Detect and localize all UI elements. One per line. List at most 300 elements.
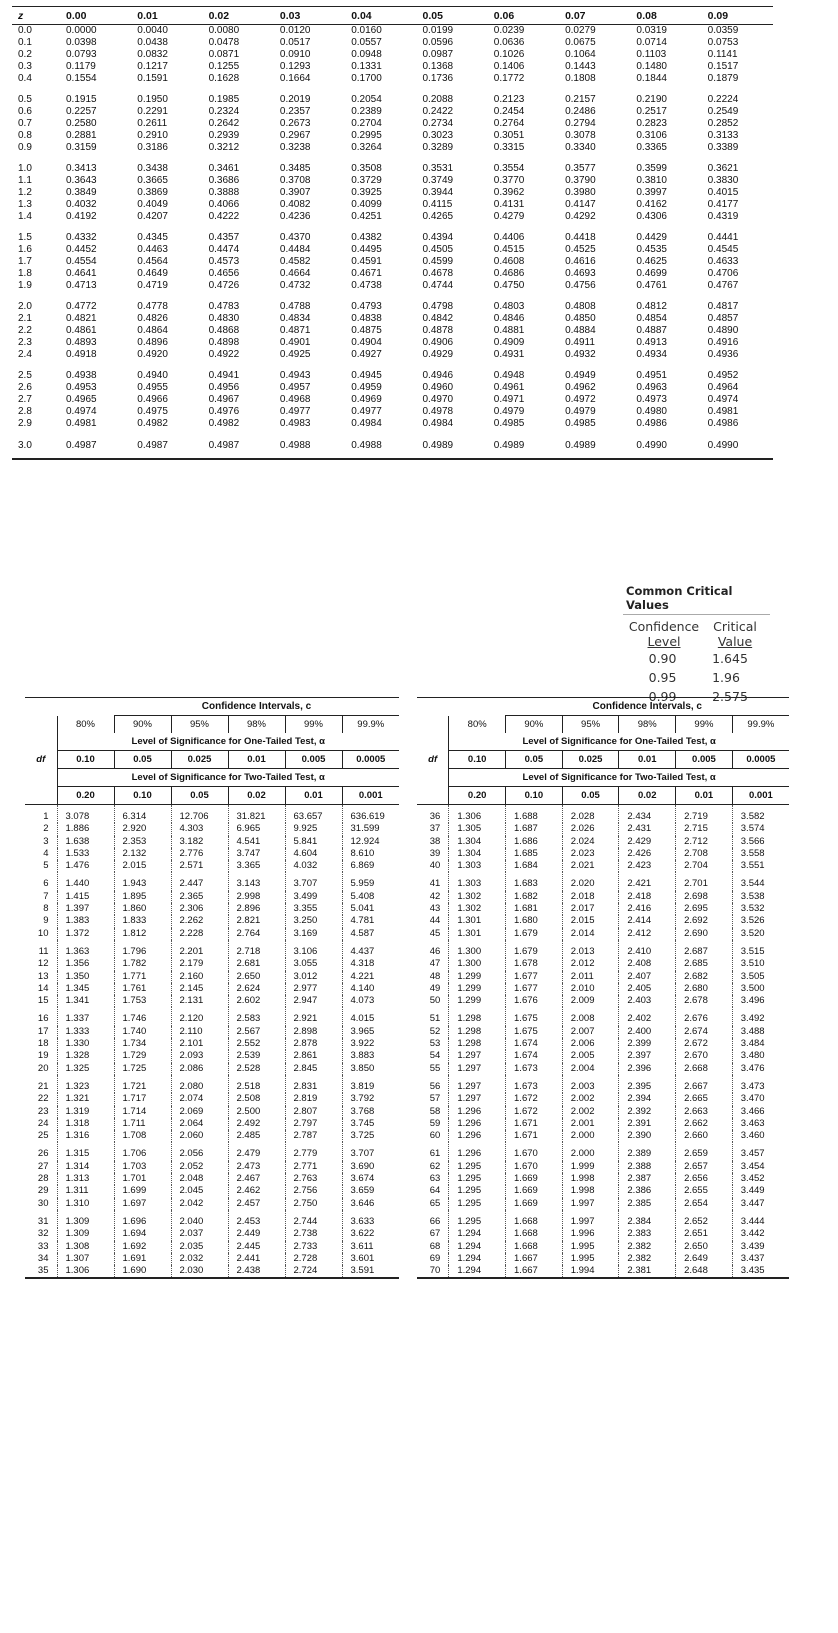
t-table-row — [25, 1228, 399, 1240]
probability-cell: 0.4956 — [208, 382, 240, 393]
probability-cell: 0.4808 — [565, 301, 596, 312]
t-critical-value: 1.302 — [449, 903, 506, 915]
t-critical-value: 2.145 — [171, 983, 228, 995]
one-tailed-title: Level of Significance for One-Tailed Test, α — [57, 733, 399, 751]
probability-cell: 0.1700 — [351, 73, 382, 84]
ci-level-header: 80% — [57, 716, 114, 734]
t-critical-value: 2.402 — [619, 1007, 676, 1025]
probability-cell: 0.4554 — [66, 256, 97, 267]
t-critical-value: 2.365 — [171, 891, 228, 903]
t-critical-value: 63.657 — [285, 805, 342, 824]
probability-cell: 0.0080 — [208, 25, 240, 36]
critical-values-title: Common Critical Values — [623, 582, 770, 615]
t-table-row — [25, 1026, 399, 1038]
t-critical-value: 2.386 — [619, 1185, 676, 1197]
probability-cell: 0.1443 — [565, 61, 596, 72]
probability-cell: 0.3508 — [351, 163, 382, 174]
t-critical-value: 1.337 — [57, 1007, 114, 1025]
probability-cell: 0.4976 — [208, 406, 240, 417]
z-value-cell: 0.9 — [18, 142, 32, 153]
probability-cell: 0.1591 — [137, 73, 168, 84]
probability-cell: 0.3461 — [208, 163, 240, 174]
t-critical-value: 1.440 — [57, 872, 114, 890]
t-table-row — [417, 848, 789, 860]
ci-level-header: 99% — [285, 716, 342, 734]
probability-cell: 0.4744 — [422, 280, 454, 291]
critical-value-row — [623, 649, 770, 668]
probability-cell: 0.4394 — [422, 232, 454, 243]
df-header: df — [428, 754, 438, 765]
t-critical-value: 1.717 — [114, 1093, 171, 1105]
t-critical-value: 2.037 — [171, 1228, 228, 1240]
probability-cell: 0.2611 — [137, 118, 168, 129]
t-critical-value: 2.500 — [228, 1106, 285, 1118]
t-critical-value: 2.064 — [171, 1118, 228, 1130]
probability-cell: 0.1628 — [208, 73, 240, 84]
t-critical-value: 3.492 — [732, 1007, 789, 1025]
z-table-row — [12, 280, 773, 292]
t-critical-value: 2.423 — [619, 860, 676, 872]
probability-cell: 0.4147 — [565, 199, 596, 210]
t-critical-value: 1.330 — [57, 1038, 114, 1050]
probability-cell: 0.0279 — [565, 25, 596, 36]
probability-cell: 0.4732 — [279, 280, 311, 291]
probability-cell: 0.4664 — [279, 268, 311, 279]
t-table-row — [417, 1198, 789, 1210]
t-critical-value: 2.682 — [676, 971, 733, 983]
probability-cell: 0.1985 — [208, 94, 240, 105]
probability-cell: 0.3888 — [208, 187, 240, 198]
probability-cell: 0.0040 — [137, 25, 168, 36]
t-critical-value: 1.297 — [449, 1050, 506, 1062]
t-critical-value: 3.792 — [342, 1093, 399, 1105]
df-value: 19 — [37, 1050, 49, 1062]
t-critical-value: 2.006 — [562, 1038, 619, 1050]
df-value: 68 — [429, 1240, 441, 1252]
probability-cell: 0.4982 — [137, 418, 168, 429]
t-table-row — [417, 940, 789, 958]
t-critical-value: 2.467 — [228, 1173, 285, 1185]
probability-cell: 0.2734 — [422, 118, 454, 129]
t-critical-value: 1.533 — [57, 848, 114, 860]
t-critical-value: 2.008 — [562, 1007, 619, 1025]
probability-cell: 0.2422 — [422, 106, 454, 117]
z-table-header — [12, 7, 773, 25]
probability-cell: 0.4251 — [351, 211, 382, 222]
df-value: 30 — [37, 1197, 49, 1209]
t-critical-value: 1.674 — [506, 1038, 563, 1050]
probability-cell: 0.4793 — [351, 301, 382, 312]
one-tailed-title-row — [25, 733, 399, 751]
probability-cell: 0.2794 — [565, 118, 596, 129]
df-value: 9 — [43, 915, 49, 927]
confidence-header-line1: Confidence — [628, 619, 700, 634]
ci-level-header: 99% — [676, 716, 733, 734]
one-tailed-alpha: 0.025 — [562, 751, 619, 769]
z-hundredths-header: 0.09 — [702, 7, 773, 25]
probability-cell: 0.4964 — [707, 382, 739, 393]
t-table-row — [417, 823, 789, 835]
z-value-cell: 2.1 — [18, 313, 32, 324]
t-critical-value: 1.297 — [449, 1075, 506, 1093]
probability-cell: 0.4573 — [208, 256, 240, 267]
t-critical-value: 3.499 — [285, 891, 342, 903]
t-critical-value: 2.132 — [114, 848, 171, 860]
z-value-cell: 1.4 — [18, 211, 32, 222]
probability-cell: 0.3770 — [493, 175, 525, 186]
probability-cell: 0.4868 — [208, 325, 240, 336]
df-value: 18 — [37, 1038, 49, 1050]
confidence-level-value: 0.90 — [648, 651, 677, 666]
df-header: df — [36, 754, 46, 765]
t-critical-value: 2.396 — [619, 1063, 676, 1075]
t-critical-value: 2.668 — [676, 1063, 733, 1075]
df-value: 45 — [429, 927, 441, 939]
z-value-cell: 3.0 — [12, 430, 60, 459]
z-value-cell: 0.3 — [18, 61, 32, 72]
t-critical-value: 1.670 — [506, 1142, 563, 1160]
probability-cell: 0.4099 — [351, 199, 382, 210]
t-critical-value: 1.669 — [506, 1198, 563, 1210]
probability-cell: 0.1217 — [137, 61, 168, 72]
probability-cell: 0.4719 — [137, 280, 168, 291]
probability-cell: 0.1736 — [422, 73, 454, 84]
one-tailed-values-row — [417, 751, 789, 769]
t-table-row — [417, 1026, 789, 1038]
t-critical-value: 1.318 — [57, 1118, 114, 1130]
t-critical-value: 2.026 — [562, 823, 619, 835]
t-critical-value: 1.729 — [114, 1050, 171, 1062]
confidence-level-header — [623, 619, 705, 649]
probability-cell: 0.4987 — [60, 430, 131, 459]
one-tailed-alpha: 0.0005 — [342, 751, 399, 769]
t-critical-value: 4.221 — [342, 971, 399, 983]
df-value: 53 — [429, 1038, 441, 1050]
t-table-row — [25, 1265, 399, 1278]
probability-cell: 0.4949 — [565, 370, 596, 381]
t-critical-value: 1.638 — [57, 836, 114, 848]
z-table-row — [12, 256, 773, 268]
probability-cell: 0.4693 — [565, 268, 596, 279]
t-critical-value: 1.684 — [506, 860, 563, 872]
t-critical-value: 2.715 — [676, 823, 733, 835]
probability-cell: 0.4082 — [279, 199, 311, 210]
df-value: 27 — [37, 1160, 49, 1172]
blank-cell — [417, 733, 449, 751]
t-critical-value: 3.674 — [342, 1173, 399, 1185]
t-critical-value: 2.670 — [676, 1050, 733, 1062]
t-critical-value: 2.412 — [619, 928, 676, 940]
t-critical-value: 2.977 — [285, 983, 342, 995]
t-critical-value: 3.169 — [285, 928, 342, 940]
df-value: 29 — [37, 1185, 49, 1197]
probability-cell: 0.4898 — [208, 337, 240, 348]
probability-cell: 0.2291 — [137, 106, 168, 117]
t-critical-value: 1.341 — [57, 995, 114, 1007]
probability-cell: 0.4772 — [66, 301, 97, 312]
t-critical-value: 1.692 — [114, 1241, 171, 1253]
t-table-row — [25, 1173, 399, 1185]
t-critical-value: 2.583 — [228, 1007, 285, 1025]
ci-level-header: 95% — [562, 716, 619, 734]
blank-cell — [417, 787, 449, 805]
t-critical-value: 1.670 — [506, 1161, 563, 1173]
t-critical-value: 2.389 — [619, 1142, 676, 1160]
t-critical-value: 1.691 — [114, 1253, 171, 1265]
probability-cell: 0.4978 — [422, 406, 454, 417]
df-value: 5 — [43, 860, 49, 872]
probability-cell: 0.3289 — [422, 142, 454, 153]
probability-cell: 0.4756 — [565, 280, 596, 291]
probability-cell: 0.3925 — [351, 187, 382, 198]
confidence-header-line2: Level — [647, 634, 681, 649]
z-table-row — [12, 154, 773, 175]
t-critical-value: 1.309 — [57, 1228, 114, 1240]
z-value-cell: 2.2 — [18, 325, 32, 336]
t-critical-value: 2.552 — [228, 1038, 285, 1050]
z-value-cell: 0.0 — [18, 25, 32, 36]
probability-cell: 0.1844 — [636, 73, 667, 84]
t-critical-value: 1.701 — [114, 1173, 171, 1185]
one-tailed-alpha: 0.10 — [449, 751, 506, 769]
t-critical-value: 4.303 — [171, 823, 228, 835]
probability-cell: 0.3810 — [636, 175, 667, 186]
t-table-row — [417, 1050, 789, 1062]
t-critical-value: 31.599 — [342, 823, 399, 835]
t-table-row — [25, 1130, 399, 1142]
df-value: 40 — [429, 860, 441, 872]
t-critical-value: 1.671 — [506, 1118, 563, 1130]
t-table-row — [25, 915, 399, 927]
probability-cell: 0.4887 — [636, 325, 667, 336]
probability-cell: 0.2764 — [493, 118, 525, 129]
t-critical-value: 2.201 — [171, 940, 228, 958]
probability-cell: 0.4192 — [66, 211, 97, 222]
t-critical-value: 1.313 — [57, 1173, 114, 1185]
probability-cell: 0.4826 — [137, 313, 168, 324]
df-value: 60 — [429, 1130, 441, 1142]
t-table-row — [25, 1063, 399, 1075]
z-value-cell: 0.7 — [18, 118, 32, 129]
t-critical-value: 5.841 — [285, 836, 342, 848]
t-critical-value: 3.707 — [342, 1142, 399, 1160]
probability-cell: 0.4525 — [565, 244, 596, 255]
t-critical-value: 1.314 — [57, 1161, 114, 1173]
probability-cell: 0.4890 — [707, 325, 739, 336]
probability-cell: 0.4961 — [493, 382, 525, 393]
df-value: 8 — [43, 903, 49, 915]
z-table-row — [12, 406, 773, 418]
probability-cell: 0.4938 — [66, 370, 97, 381]
t-critical-value: 1.296 — [449, 1106, 506, 1118]
probability-cell: 0.2549 — [707, 106, 739, 117]
t-table-row — [25, 872, 399, 890]
ci-level-header: 99.9% — [342, 716, 399, 734]
probability-cell: 0.4943 — [279, 370, 311, 381]
probability-cell: 0.4591 — [351, 256, 382, 267]
df-value: 49 — [429, 982, 441, 994]
df-value: 43 — [429, 903, 441, 915]
t-critical-value: 1.305 — [449, 823, 506, 835]
t-critical-value: 3.582 — [732, 805, 789, 824]
probability-cell: 0.1808 — [565, 73, 596, 84]
t-table-row — [417, 1142, 789, 1160]
two-tailed-title: Level of Significance for Two-Tailed Test, α — [57, 769, 399, 787]
probability-cell: 0.4236 — [279, 211, 311, 222]
df-value: 14 — [37, 982, 49, 994]
t-critical-value: 2.724 — [285, 1265, 342, 1278]
df-value: 12 — [37, 958, 49, 970]
z-table-row — [12, 175, 773, 187]
t-critical-value: 3.488 — [732, 1026, 789, 1038]
probability-cell: 0.3485 — [279, 163, 311, 174]
probability-cell: 0.4505 — [422, 244, 454, 255]
t-critical-value: 3.463 — [732, 1118, 789, 1130]
t-critical-value: 3.466 — [732, 1106, 789, 1118]
t-critical-value: 1.325 — [57, 1063, 114, 1075]
probability-cell: 0.0478 — [208, 37, 240, 48]
t-critical-value: 1.997 — [562, 1198, 619, 1210]
probability-cell: 0.2019 — [279, 94, 311, 105]
t-table-row — [25, 1007, 399, 1025]
z-value-cell: 1.0 — [18, 163, 32, 174]
t-table-row — [25, 1075, 399, 1093]
t-critical-value: 3.078 — [57, 805, 114, 824]
probability-cell: 0.2157 — [565, 94, 596, 105]
df-value: 28 — [37, 1173, 49, 1185]
t-critical-value: 1.295 — [449, 1198, 506, 1210]
t-critical-value: 1.297 — [449, 1093, 506, 1105]
t-critical-value: 2.416 — [619, 903, 676, 915]
probability-cell: 0.0160 — [351, 25, 382, 36]
t-table-row — [417, 1210, 789, 1228]
z-value-cell: 0.8 — [18, 130, 32, 141]
df-value: 13 — [37, 970, 49, 982]
one-tailed-title-row — [417, 733, 789, 751]
z-value-cell: 1.5 — [18, 232, 32, 243]
t-critical-value: 2.708 — [676, 848, 733, 860]
t-critical-value: 3.510 — [732, 958, 789, 970]
blank-cell — [417, 716, 449, 734]
probability-cell: 0.4974 — [66, 406, 97, 417]
t-critical-value: 3.591 — [342, 1265, 399, 1278]
z-table-row — [12, 430, 773, 459]
probability-cell: 0.4893 — [66, 337, 97, 348]
probability-cell: 0.0557 — [351, 37, 382, 48]
probability-cell: 0.4370 — [279, 232, 311, 243]
z-value-cell: 1.1 — [18, 175, 32, 186]
t-critical-value: 2.110 — [171, 1026, 228, 1038]
probability-cell: 0.1517 — [707, 61, 739, 72]
t-critical-value: 2.654 — [676, 1198, 733, 1210]
t-critical-value: 2.680 — [676, 983, 733, 995]
probability-cell: 0.4699 — [636, 268, 667, 279]
t-table-row — [25, 903, 399, 915]
z-table-row — [12, 418, 773, 430]
probability-cell: 0.4279 — [493, 211, 525, 222]
probability-cell: 0.4842 — [422, 313, 454, 324]
critical-value-row — [623, 668, 770, 687]
probability-cell: 0.3849 — [66, 187, 97, 198]
probability-cell: 0.3554 — [493, 163, 525, 174]
probability-cell: 0.4984 — [422, 418, 454, 429]
t-critical-value: 2.052 — [171, 1161, 228, 1173]
t-critical-value: 2.042 — [171, 1198, 228, 1210]
probability-cell: 0.2823 — [636, 118, 667, 129]
probability-cell: 0.4940 — [137, 370, 168, 381]
df-value: 57 — [429, 1093, 441, 1105]
t-critical-value: 2.518 — [228, 1075, 285, 1093]
probability-cell: 0.4032 — [66, 199, 97, 210]
t-critical-value: 3.551 — [732, 860, 789, 872]
z-value-cell: 0.4 — [18, 73, 32, 84]
t-table-row — [25, 1050, 399, 1062]
t-critical-value: 2.002 — [562, 1093, 619, 1105]
t-critical-value: 2.660 — [676, 1130, 733, 1142]
t-critical-value: 2.662 — [676, 1118, 733, 1130]
t-critical-value: 1.999 — [562, 1161, 619, 1173]
t-critical-value: 1.301 — [449, 928, 506, 940]
probability-cell: 0.3599 — [636, 163, 667, 174]
t-critical-value: 2.007 — [562, 1026, 619, 1038]
t-critical-value: 2.405 — [619, 983, 676, 995]
probability-cell: 0.4906 — [422, 337, 454, 348]
t-critical-value: 1.708 — [114, 1130, 171, 1142]
probability-cell: 0.4984 — [351, 418, 382, 429]
t-critical-value: 3.480 — [732, 1050, 789, 1062]
t-critical-value: 1.672 — [506, 1106, 563, 1118]
probability-cell: 0.3106 — [636, 130, 667, 141]
t-critical-value: 2.733 — [285, 1241, 342, 1253]
t-critical-value: 1.345 — [57, 983, 114, 995]
t-critical-value: 1.753 — [114, 995, 171, 1007]
z-hundredths-header: 0.08 — [630, 7, 701, 25]
z-table — [12, 6, 773, 460]
t-critical-value: 4.541 — [228, 836, 285, 848]
blank-cell — [417, 698, 449, 716]
df-value: 70 — [417, 1265, 449, 1278]
df-value: 3 — [43, 835, 49, 847]
t-critical-value: 2.228 — [171, 928, 228, 940]
df-value: 21 — [37, 1080, 49, 1092]
t-critical-value: 1.669 — [506, 1185, 563, 1197]
t-critical-value: 1.694 — [114, 1228, 171, 1240]
probability-cell: 0.3997 — [636, 187, 667, 198]
t-critical-value: 2.394 — [619, 1093, 676, 1105]
t-table-row — [417, 1185, 789, 1197]
probability-cell: 0.4452 — [66, 244, 97, 255]
df-value: 65 — [429, 1197, 441, 1209]
t-critical-value: 2.750 — [285, 1198, 342, 1210]
critical-values-header — [623, 615, 770, 649]
two-tailed-alpha: 0.001 — [732, 787, 789, 805]
one-tailed-alpha: 0.005 — [676, 751, 733, 769]
t-critical-value: 1.300 — [449, 940, 506, 958]
t-critical-value: 2.385 — [619, 1198, 676, 1210]
df-value: 47 — [429, 958, 441, 970]
probability-cell: 0.0871 — [208, 49, 240, 60]
probability-cell: 0.4881 — [493, 325, 525, 336]
ci-level-header: 98% — [228, 716, 285, 734]
z-value-cell: 1.2 — [18, 187, 32, 198]
t-critical-value: 2.690 — [676, 928, 733, 940]
probability-cell: 0.4972 — [565, 394, 596, 405]
df-value: 25 — [37, 1130, 49, 1142]
probability-cell: 0.4959 — [351, 382, 382, 393]
ci-level-header: 90% — [114, 716, 171, 734]
probability-cell: 0.4706 — [707, 268, 739, 279]
probability-cell: 0.0596 — [422, 37, 454, 48]
